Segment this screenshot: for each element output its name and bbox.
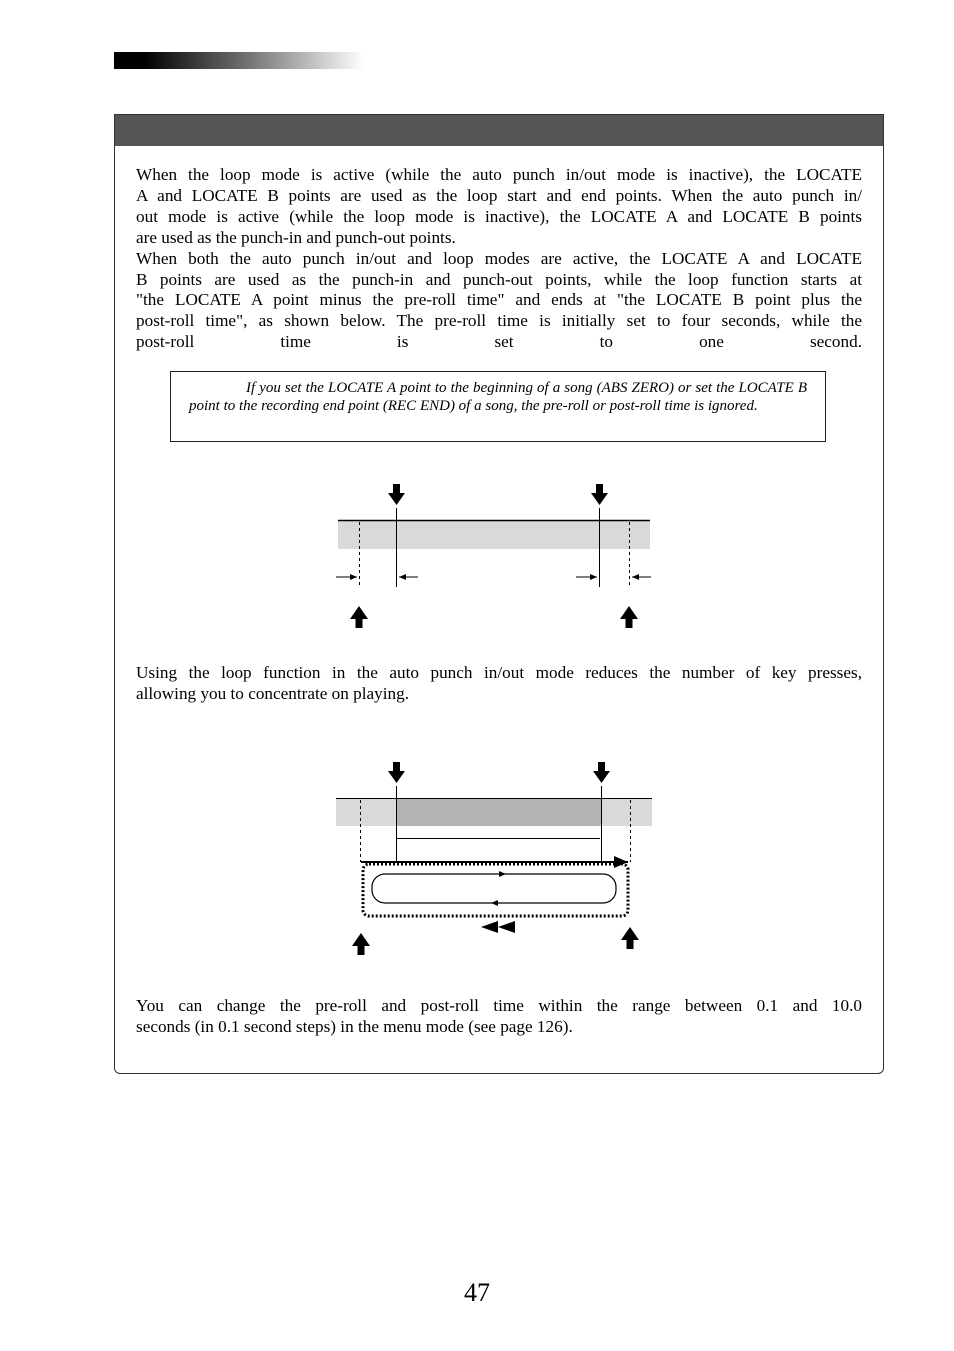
- intro-line: are used as the punch-in and punch-out points.: [136, 227, 456, 247]
- closing-line: seconds (in 0.1 second steps) in the menu mode (see page 126).: [136, 1016, 573, 1036]
- locate-a-down-arrow-icon: [388, 762, 405, 783]
- middle-line: allowing you to concentrate on playing.: [136, 683, 410, 703]
- intro-line: post-roll time", as shown below. The pre-roll time is initially set to four seconds, while the: [136, 311, 862, 331]
- intro-line: When both the auto punch in/out and loop modes are active, the LOCATE A and LOCATE: [136, 248, 862, 268]
- closing-paragraph: [136, 996, 862, 1038]
- intro-line: A and LOCATE B points are used as the loop start and end points. When the auto punch in/: [136, 185, 862, 205]
- closing-line: You can change the pre-roll and post-roll time within the range between 0.1 and 10.0: [136, 996, 862, 1015]
- page-number: 47: [464, 1278, 490, 1307]
- locate-b-down-arrow-icon: [593, 762, 610, 783]
- recording-pill: [372, 874, 616, 903]
- punch-region: [396, 798, 601, 826]
- intro-line: out mode is active (while the loop mode is inactive), the LOCATE A and LOCATE B points: [136, 206, 862, 226]
- note-text: If you set the LOCATE A point to the beginning of a song (ABS ZERO) or set the LOCATE B point to the recording end point (REC END) of a song, the pre-roll or post-roll time is ignored.: [189, 380, 807, 414]
- rewind-icon: [481, 921, 515, 933]
- intro-line: B points are used as the punch-in and punch-out points, while the loop function starts at: [136, 269, 862, 289]
- intro-line: When the loop mode is active (while the auto punch in/out mode is inactive), the LOCATE: [136, 165, 862, 184]
- intro-line: "the LOCATE A point minus the pre-roll time" and ends at "the LOCATE B point plus the: [136, 290, 862, 310]
- intro-line: post-roll time is set to one second.: [136, 332, 862, 352]
- loop-start-up-arrow-icon: [352, 933, 370, 955]
- loop-end-up-arrow-icon: [621, 927, 639, 949]
- middle-line: Using the loop function in the auto punch in/out mode reduces the number of key presses,: [136, 663, 862, 682]
